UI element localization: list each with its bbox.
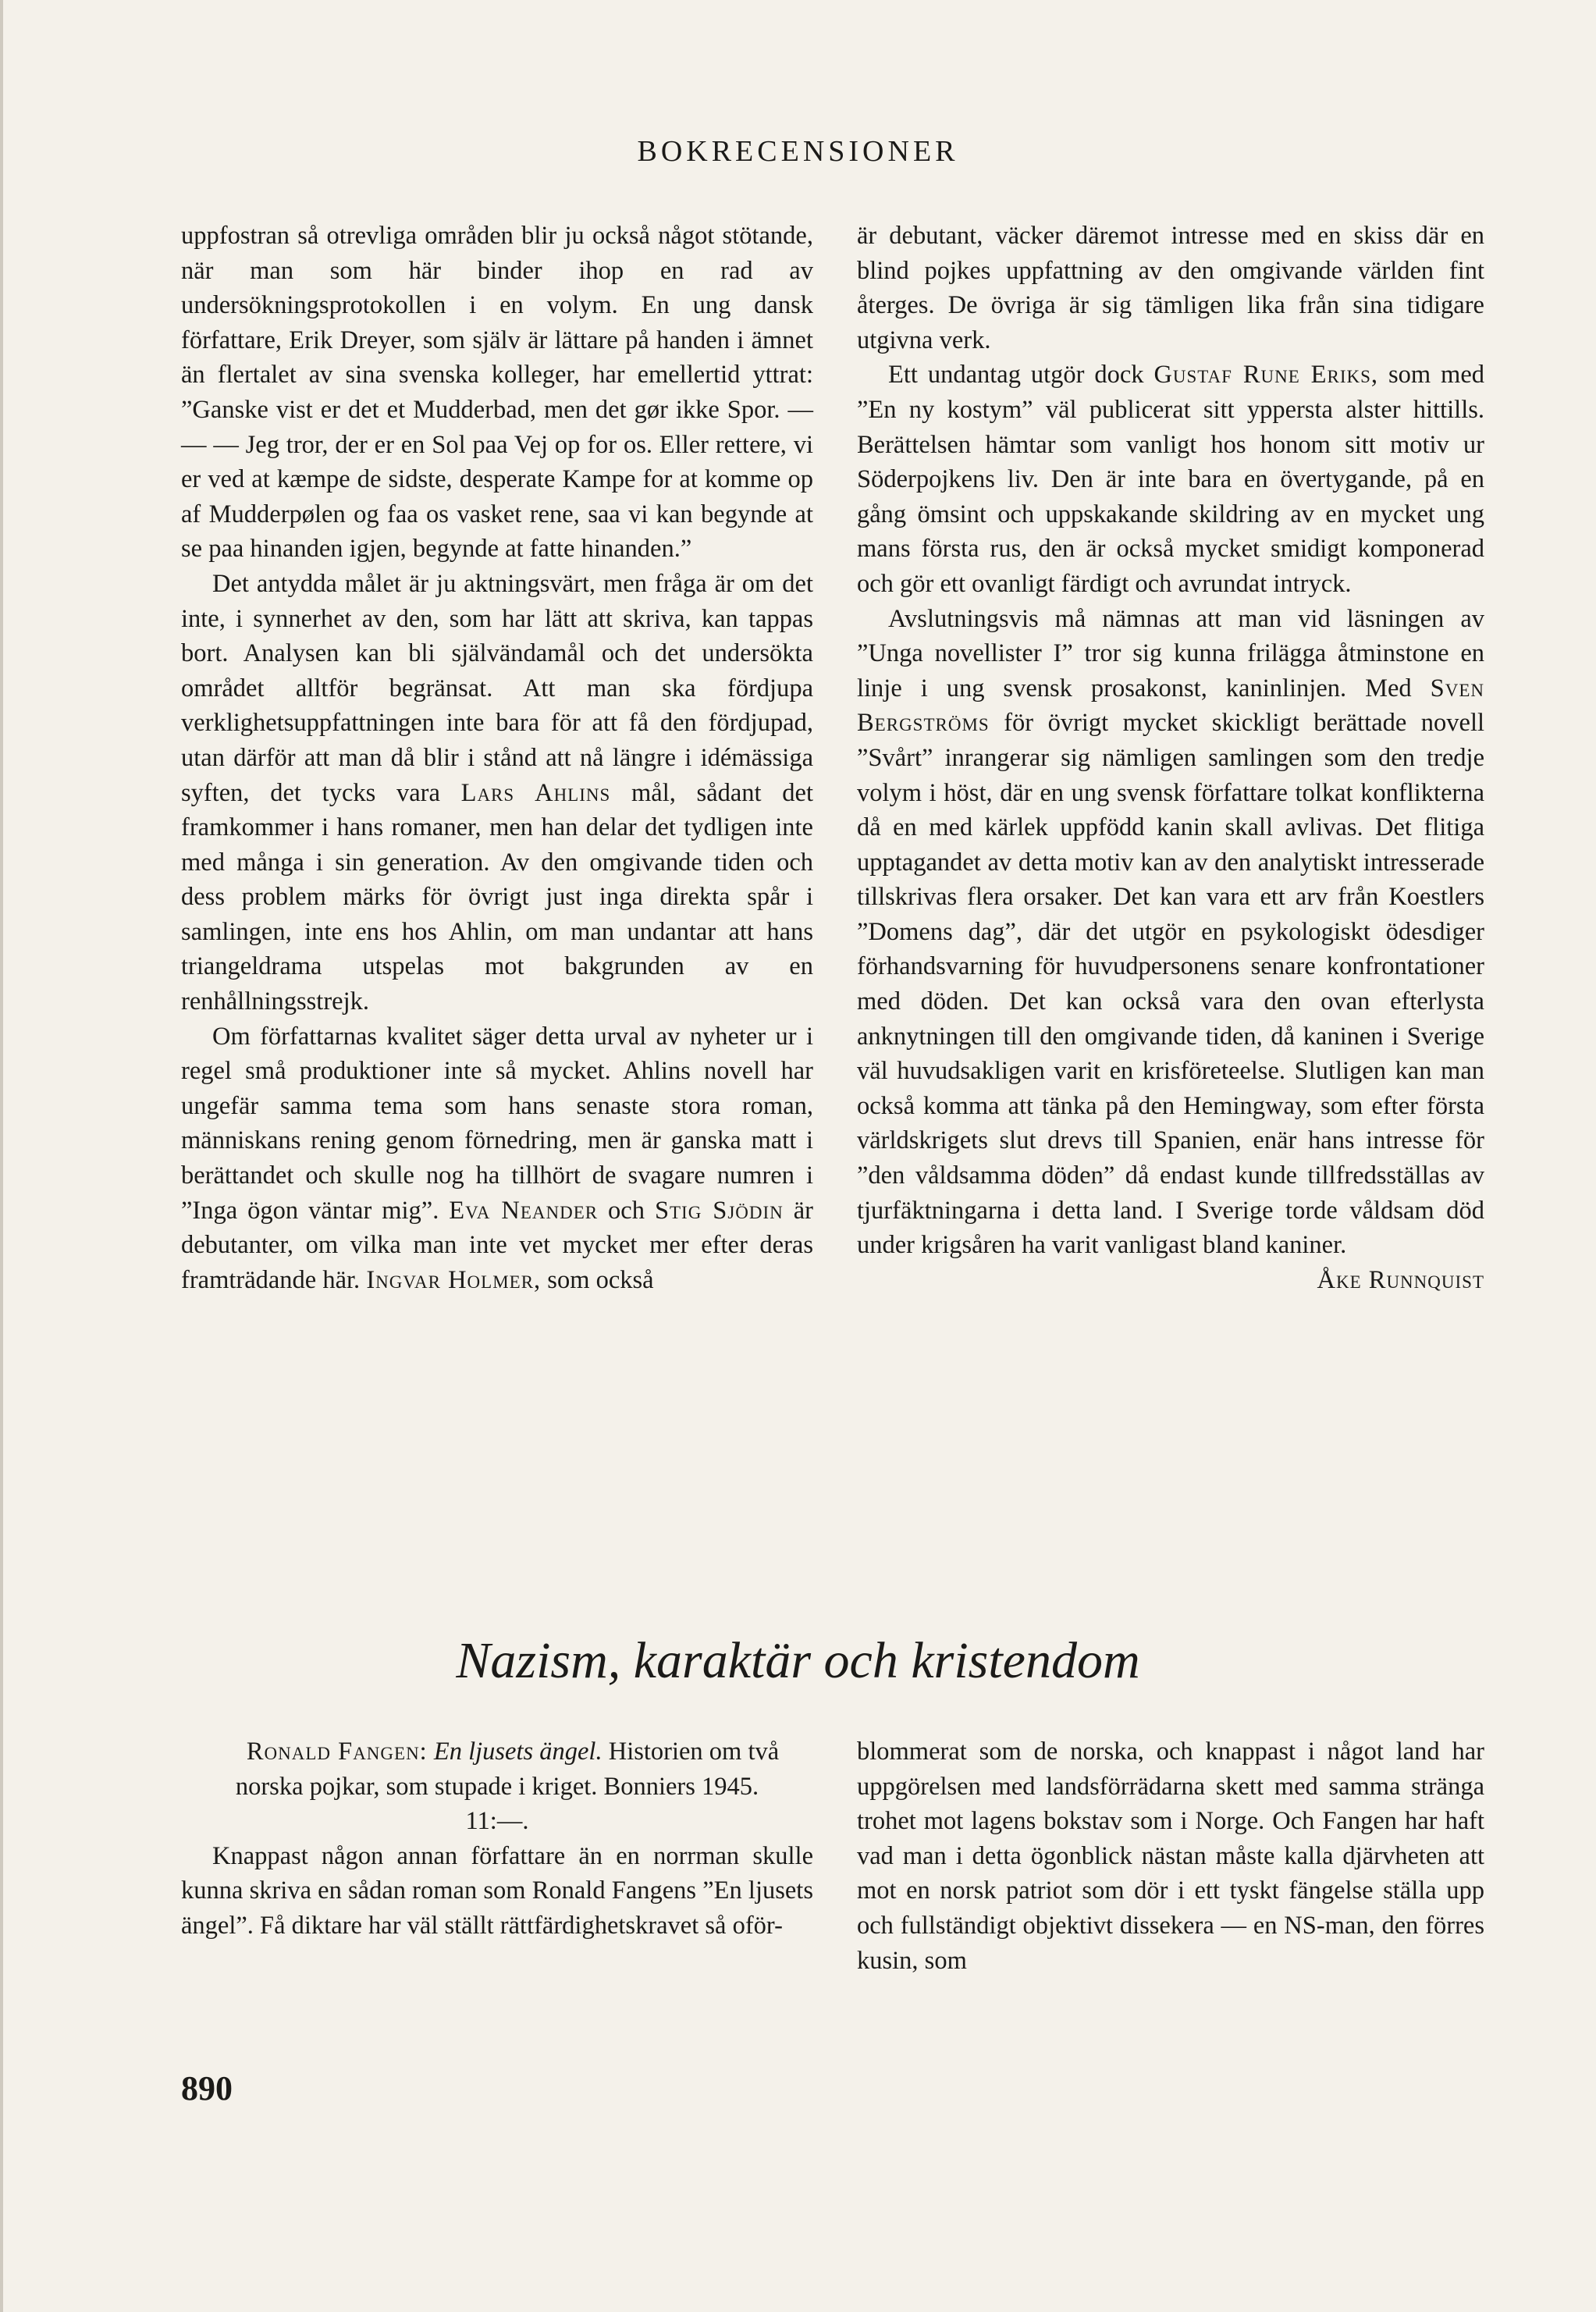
author-name: Sven Bergströms [857,674,1484,738]
review-column-right [857,219,1484,1297]
author-name: Stig Sjödin [654,1196,784,1225]
review2-column-left [181,1734,813,1944]
author-name: Ingvar Holmer, [366,1265,542,1294]
running-head: BOKRECENSIONER [637,135,959,168]
author-name: Gustaf Rune Eriks, [1153,361,1379,389]
book-title: En ljusets ängel. [433,1738,602,1766]
price: 11:—. [465,1807,529,1836]
author-name: Lars Ahlins [460,778,611,807]
paragraph: Avslutningsvis må nämnas att man vid läsningen av ”Unga novellister I” tror sig kunna frilägga åtminstone en linje i ung svensk prosakonst, kaninlinjen. Med Sven Bergströms för övrigt mycket skickligt berättade novell ”Svårt” inrangerar sig nämligen samlingen som den tredje volym i höst, där en ung svensk författare tolkat konflikterna då en med kärlek uppfödd kanin skall avlivas. Det flitiga upptagandet av detta motiv kan av den analytiskt intresserade tillskrivas flera orsaker. Det kan vara ett arv från Koestlers ”Domens dag”, där det utgör en psykologiskt ödesdiger förhandsvarning för huvudpersonens senare konfrontationer med döden. Det kan också vara den ovan efterlysta anknytningen till den omgivande tiden, då kaninen i Sverige väl huvudsakligen varit en krisföreteelse. Slutligen kan man också komma att tänka på den Hemingway, som efter första världskrigets slut drevs till Spanien, enär hans intresse för ”den våldsamma döden” då endast kunde tillfredsställas av tjurfäktningarna i detta land. I Sverige torde våldsam död under krigsåren ha varit vanligast bland kaniner. [857,604,1485,1260]
author-name: Eva Neander [449,1196,599,1225]
paragraph: Knappast någon annan författare än en norrman skulle kunna skriva en sådan roman som Ronald Fangens ”En ljusets ängel”. Få diktare har väl ställt rättfärdighetskravet så oför- [181,1841,813,1940]
paragraph: blommerat som de norska, och knappast i något land har uppgörelsen med landsförrädarna skett med samma stränga trohet mot lagens bokstav som i Norge. Och Fangen har haft vad man i detta ögonblick nästan måste kalla djärvheten att mot en norsk patriot som dör i ett tyskt fängelse ställa upp och fullständigt objektivt dissekera — en NS-man, den förres kusin, som [857,1738,1484,1975]
author-name: Ronald Fangen: [246,1738,428,1766]
paragraph: Ett undantag utgör dock Gustaf Rune Eriks, som med ”En ny kostym” väl publicerat sitt yppersta alster hittills. Berättelsen hämtar som vanligt hos honom sitt motiv ur Söderpojkens liv. Den är inte bara en övertygande, på en gång ömsint och uppskakande skildring av en mycket ung mans första rus, den är också mycket smidigt komponerad och gör ett ovanligt färdigt och avrundat intryck. [857,361,1485,598]
reviewer-signature: Åke Runnquist [1317,1265,1484,1294]
paragraph: Om författarnas kvalitet säger detta urval av nyheter ur i regel små produktioner inte så mycket. Ahlins novell har ungefär samma tema som hans senaste stora roman, människans rening genom förnedring, men är ganska matt i berättandet och skulle nog ha tillhört de svagare numren i ”Inga ögon väntar mig”. Eva Neander och Stig Sjödin är debutanter, om vilka man inte vet mycket mer efter deras framträdande här. Ingvar Holmer, som också [181,1022,813,1294]
paragraph: är debutant, väcker däremot intresse med en skiss där en blind pojkes uppfattning av den omgivande världen fint återges. De övriga är sig tämligen lika från sina tidigare utgivna verk. [857,222,1484,354]
review2-column-right [857,1734,1484,1978]
bibliographic-entry: Ronald Fangen: En ljusets ängel. Historien om två norska pojkar, som stupade i kriget. Bonniers 1945. 11:—. [235,1738,780,1836]
paragraph: Det antydda målet är ju aktningsvärt, men fråga är om det inte, i synnerhet av den, som har lätt att skriva, kan tappas bort. Analysen kan bli självändamål och det undersökta området alltför begränsat. Att man ska fördjupa verklighetsuppfattningen inte bara för att få den fördjupad, utan därför att man då blir i stånd att nå längre i idémässiga syften, det tycks vara Lars Ahlins mål, sådant det framkommer i hans romaner, men han delar det tydligen inte med många i sin generation. Av den omgivande tiden och dess problem märks för övrigt just inga direkta spår i samlingen, inte ens hos Ahlin, om man undantar att hans triangeldrama utspelas mot bakgrunden av en renhållningsstrejk. [181,569,813,1016]
paragraph: uppfostran så otrevliga områden blir ju också något stötande, när man som här binder ihop en rad av undersökningsprotokollen i en volym. En ung dansk författare, Erik Dreyer, som själv är lättare på handen i ämnet än flertalet av sina svenska kolleger, har emellertid yttrat: ”Ganske vist er det et Mudderbad, men det gør ikke Spor. — — — Jeg tror, der er en Sol paa Vej op for os. Eller rettere, vi er ved at kæmpe de sidste, desperate Kampe for at komme op af Mudderpølen og faa os vasket rene, saa vi kan begynde at se paa hinanden igjen, begynde at fatte hinanden.” [181,222,813,564]
review-column-left [181,219,813,1297]
review-title: Nazism, karaktär och kristendom [456,1632,1140,1689]
page-edge [0,0,3,2312]
page-number: 890 [181,2069,233,2107]
